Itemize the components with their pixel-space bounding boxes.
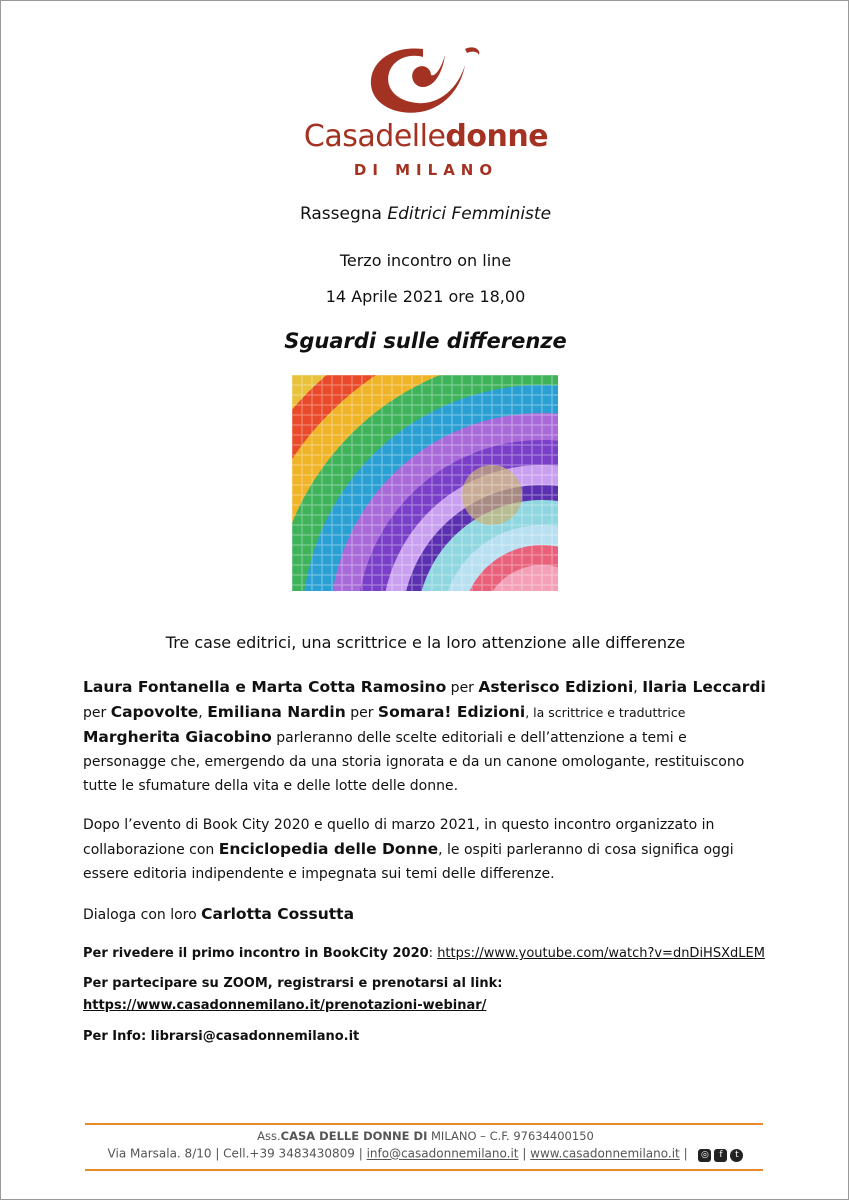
webinar-link[interactable]: https://www.casadonnemilano.it/prenotazioni-webinar/ <box>83 998 487 1013</box>
zoom-link-line: Per partecipare su ZOOM, registrarsi e prenotarsi al link: https://www.casadonnemilano.it/prenotazioni-webinar/ <box>83 976 503 1013</box>
footer-divider-top <box>85 1123 763 1125</box>
bookcity-link-line: Per rivedere il primo incontro in BookCity 2020: https://www.youtube.com/watch?v=dnDiHSXdLEM <box>83 946 765 961</box>
event-title: Sguardi sulle differenze <box>284 329 567 353</box>
social-icons <box>695 1146 743 1162</box>
footer-association: Ass.CASA DELLE DONNE DI MILANO – C.F. 97634400150 <box>257 1129 594 1143</box>
footer-email-link[interactable]: info@casadonnemilano.it <box>366 1146 519 1161</box>
info-line: Per Info: librarsi@casadonnemilano.it <box>83 1029 360 1044</box>
series-title: Rassegna Editrici Femministe <box>299 204 552 224</box>
mosaic-image <box>292 375 558 591</box>
footer-contacts: Via Marsala. 8/10 | Cell.+39 3483430809 | info@casadonnemilano.it | www.casadonnemilano.it | ◎ f t <box>1 1146 849 1162</box>
paragraph-context: Dopo l’evento di Book City 2020 e quello di marzo 2021, in questo incontro organizzato in collaborazione con Enciclopedia delle Donne, le ospiti parleranno di cosa significa oggi essere editoria indipendente e impegnata sui temi delle differenze. <box>83 817 734 882</box>
logo-subtitle: DI MILANO <box>353 161 499 179</box>
paragraph-moderator: Dialoga con loro Carlotta Cossutta <box>83 905 355 923</box>
twitter-icon[interactable]: t <box>730 1149 743 1162</box>
logo-swirl-icon <box>361 41 491 121</box>
youtube-link[interactable]: https://www.youtube.com/watch?v=dnDiHSXdLEM <box>437 946 765 961</box>
event-date: 14 Aprile 2021 ore 18,00 <box>325 287 526 306</box>
footer-divider-bottom <box>85 1169 763 1171</box>
event-subtitle: Tre case editrici, una scrittrice e la loro attenzione alle differenze <box>165 633 686 652</box>
footer-site-link[interactable]: www.casadonnemilano.it <box>530 1146 680 1161</box>
paragraph-guests: Laura Fontanella e Marta Cotta Ramosino per Asterisco Edizioni, Ilaria Leccardi per Capovolte, Emiliana Nardin per Somara! Edizioni, la scrittrice e traduttrice Margherita Giacobino parleranno delle scelte editoriali e dell’attenzione a temi e personagge che, emergendo da una storia ignorata e da un canone omologante, restituiscono tutte le sfumature della vita e delle lotte delle donne. <box>83 678 766 794</box>
meeting-label: Terzo incontro on line <box>339 251 512 270</box>
casa-delle-donne-logo <box>301 41 551 186</box>
logo-name: Casadelledonne <box>303 119 549 154</box>
mosaic-illustration <box>292 375 558 591</box>
facebook-icon[interactable]: f <box>714 1149 727 1162</box>
instagram-icon[interactable]: ◎ <box>698 1149 711 1162</box>
